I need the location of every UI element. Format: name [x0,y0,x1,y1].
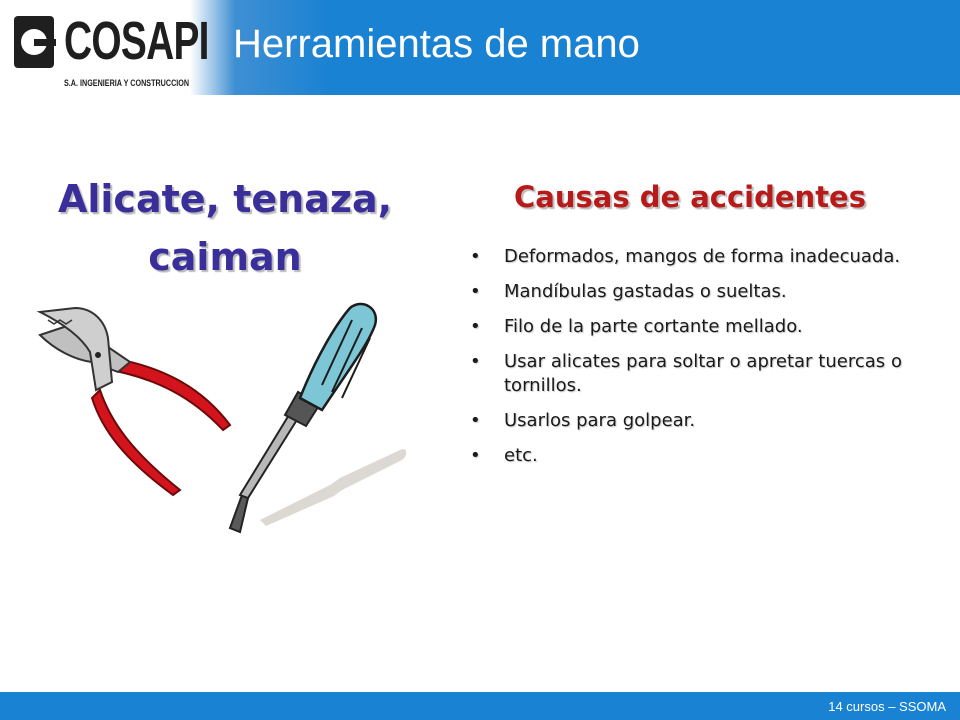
causes-heading: Causas de accidentes [514,180,866,214]
screwdriver-icon [230,304,376,532]
list-item: • etc. [470,445,538,466]
cosapi-emblem-icon [14,14,62,74]
page-title: Herramientas de mano [233,22,640,66]
list-item: • Usarlos para golpear. [470,410,696,431]
list-item: • Filo de la parte cortante mellado. [470,316,803,337]
tool-heading-line-1: Alicate, tenaza, [57,177,393,221]
footer-bar [0,692,960,720]
causes-list [470,245,902,479]
tools-illustration [30,290,420,545]
list-item: • Usar alicates para soltar o apretar tuercas o tornillos. [470,351,902,396]
tool-heading-line-2: caiman [148,235,302,279]
screwdriver-shadow-icon [260,449,406,526]
logo-subtitle: S.A. INGENIERIA Y CONSTRUCCION [64,78,190,88]
footer-text: 14 cursos – SSOMA [828,699,946,714]
logo-wordmark: COSAPI [64,11,209,71]
list-item: • Mandíbulas gastadas o sueltas. [470,281,787,302]
tool-heading [40,170,410,286]
header-bar [0,0,960,95]
list-item: • Deformados, mangos de forma inadecuada. [470,246,901,267]
cosapi-logo [14,11,209,94]
pliers-icon [40,308,230,495]
